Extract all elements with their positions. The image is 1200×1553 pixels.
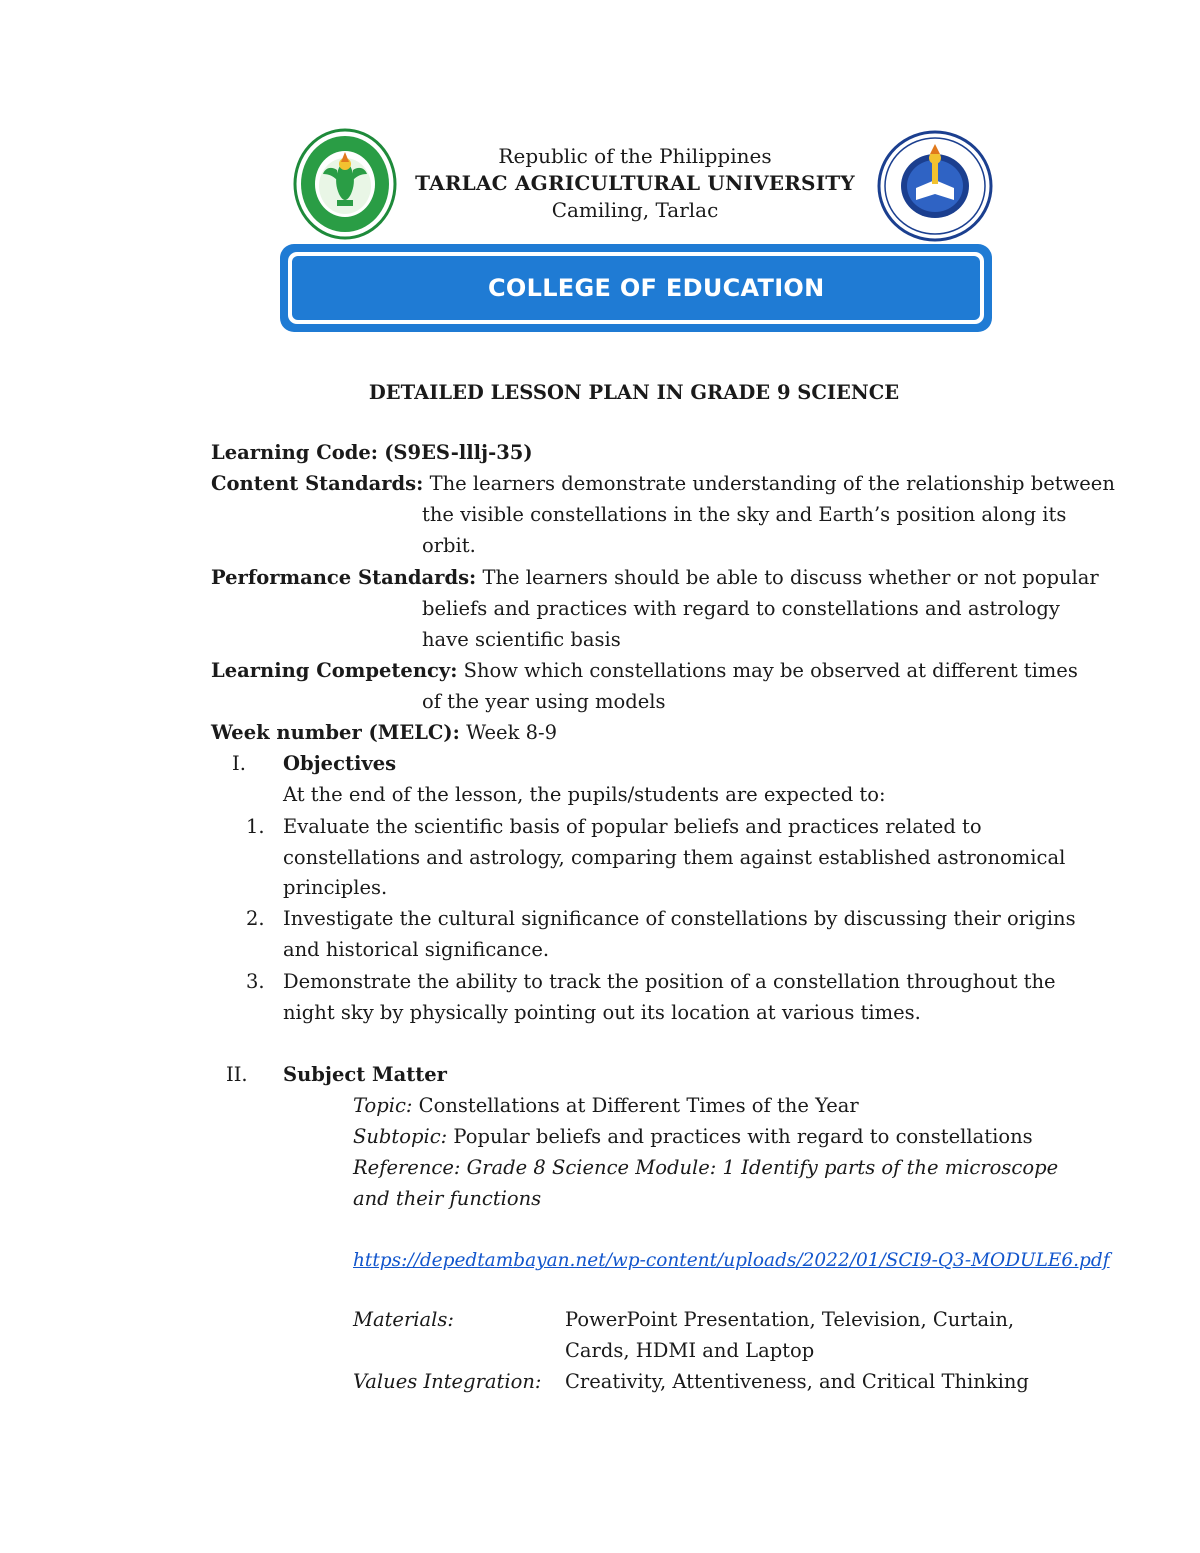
objectives-heading: Objectives [283, 752, 397, 775]
republic-line: Republic of the Philippines [498, 144, 772, 168]
learning-code-label: Learning Code: [211, 441, 378, 464]
performance-standards [211, 565, 1099, 591]
learning-competency-text: Show which constellations may be observed at different times [463, 659, 1078, 682]
objective-line: Investigate the cultural significance of constellations by discussing their origins [283, 907, 1076, 930]
topic-value: Constellations at Different Times of the Year [418, 1094, 859, 1117]
values-integration-label: Values Integration: [353, 1370, 542, 1393]
objective-number: 3. [246, 970, 265, 993]
reference-line: Reference: Grade 8 Science Module: 1 Identify parts of the microscope [353, 1156, 1059, 1179]
content-standards-text: The learners demonstrate understanding of the relationship between [429, 472, 1115, 495]
learning-competency-line: of the year using models [422, 690, 666, 713]
tau-seal-logo [293, 128, 397, 240]
topic [353, 1093, 859, 1119]
content-standards-line: orbit. [422, 534, 476, 557]
week-number-label: Week number (MELC): [211, 721, 460, 744]
learning-code [211, 440, 533, 466]
module-link[interactable]: https://depedtambayan.net/wp-content/uploads/2022/01/SCI9-Q3-MODULE6.pdf [353, 1250, 1110, 1271]
week-number [211, 720, 557, 746]
performance-standards-line: have scientific basis [422, 628, 621, 651]
objective-number: 1. [246, 815, 265, 838]
content-standards-label: Content Standards: [211, 472, 424, 495]
objective-line: principles. [283, 876, 388, 899]
subtopic-label: Subtopic: [353, 1125, 448, 1148]
objective-number: 2. [246, 907, 265, 930]
content-standards [211, 471, 1115, 497]
college-of-education-seal-logo [876, 130, 994, 242]
values-integration-value: Creativity, Attentiveness, and Critical Thinking [565, 1370, 1029, 1393]
learning-code-value: (S9ES-lllj-35) [384, 441, 533, 464]
week-number-value: Week 8-9 [466, 721, 558, 744]
subject-matter-heading: Subject Matter [283, 1063, 447, 1086]
learning-competency-label: Learning Competency: [211, 659, 458, 682]
subtopic-value: Popular beliefs and practices with regard to constellations [453, 1125, 1033, 1148]
performance-standards-label: Performance Standards: [211, 566, 477, 589]
performance-standards-line: beliefs and practices with regard to constellations and astrology [422, 597, 1060, 620]
objectives-intro: At the end of the lesson, the pupils/students are expected to: [283, 783, 886, 806]
subtopic [353, 1124, 1033, 1150]
college-banner [280, 244, 992, 332]
university-name: TARLAC AGRICULTURAL UNIVERSITY [415, 171, 855, 195]
materials-value: Cards, HDMI and Laptop [565, 1339, 815, 1362]
reference-line: and their functions [353, 1187, 542, 1210]
objective-line: constellations and astrology, comparing them against established astronomical [283, 846, 1066, 869]
performance-standards-text: The learners should be able to discuss whether or not popular [482, 566, 1099, 589]
learning-competency [211, 658, 1078, 684]
materials-label: Materials: [353, 1308, 454, 1331]
banner-title: COLLEGE OF EDUCATION [488, 274, 825, 302]
objective-line: and historical significance. [283, 938, 550, 961]
objectives-numeral: I. [232, 752, 246, 775]
objective-line: Demonstrate the ability to track the position of a constellation throughout the [283, 970, 1056, 993]
content-standards-line: the visible constellations in the sky and Earth’s position along its [422, 503, 1067, 526]
document-title: DETAILED LESSON PLAN IN GRADE 9 SCIENCE [368, 381, 900, 404]
objective-line: Evaluate the scientific basis of popular beliefs and practices related to [283, 815, 982, 838]
materials-value: PowerPoint Presentation, Television, Curtain, [565, 1308, 1015, 1331]
topic-label: Topic: [353, 1094, 413, 1117]
objective-line: night sky by physically pointing out its location at various times. [283, 1001, 921, 1024]
university-location: Camiling, Tarlac [551, 198, 719, 222]
subject-matter-numeral: II. [226, 1063, 248, 1086]
